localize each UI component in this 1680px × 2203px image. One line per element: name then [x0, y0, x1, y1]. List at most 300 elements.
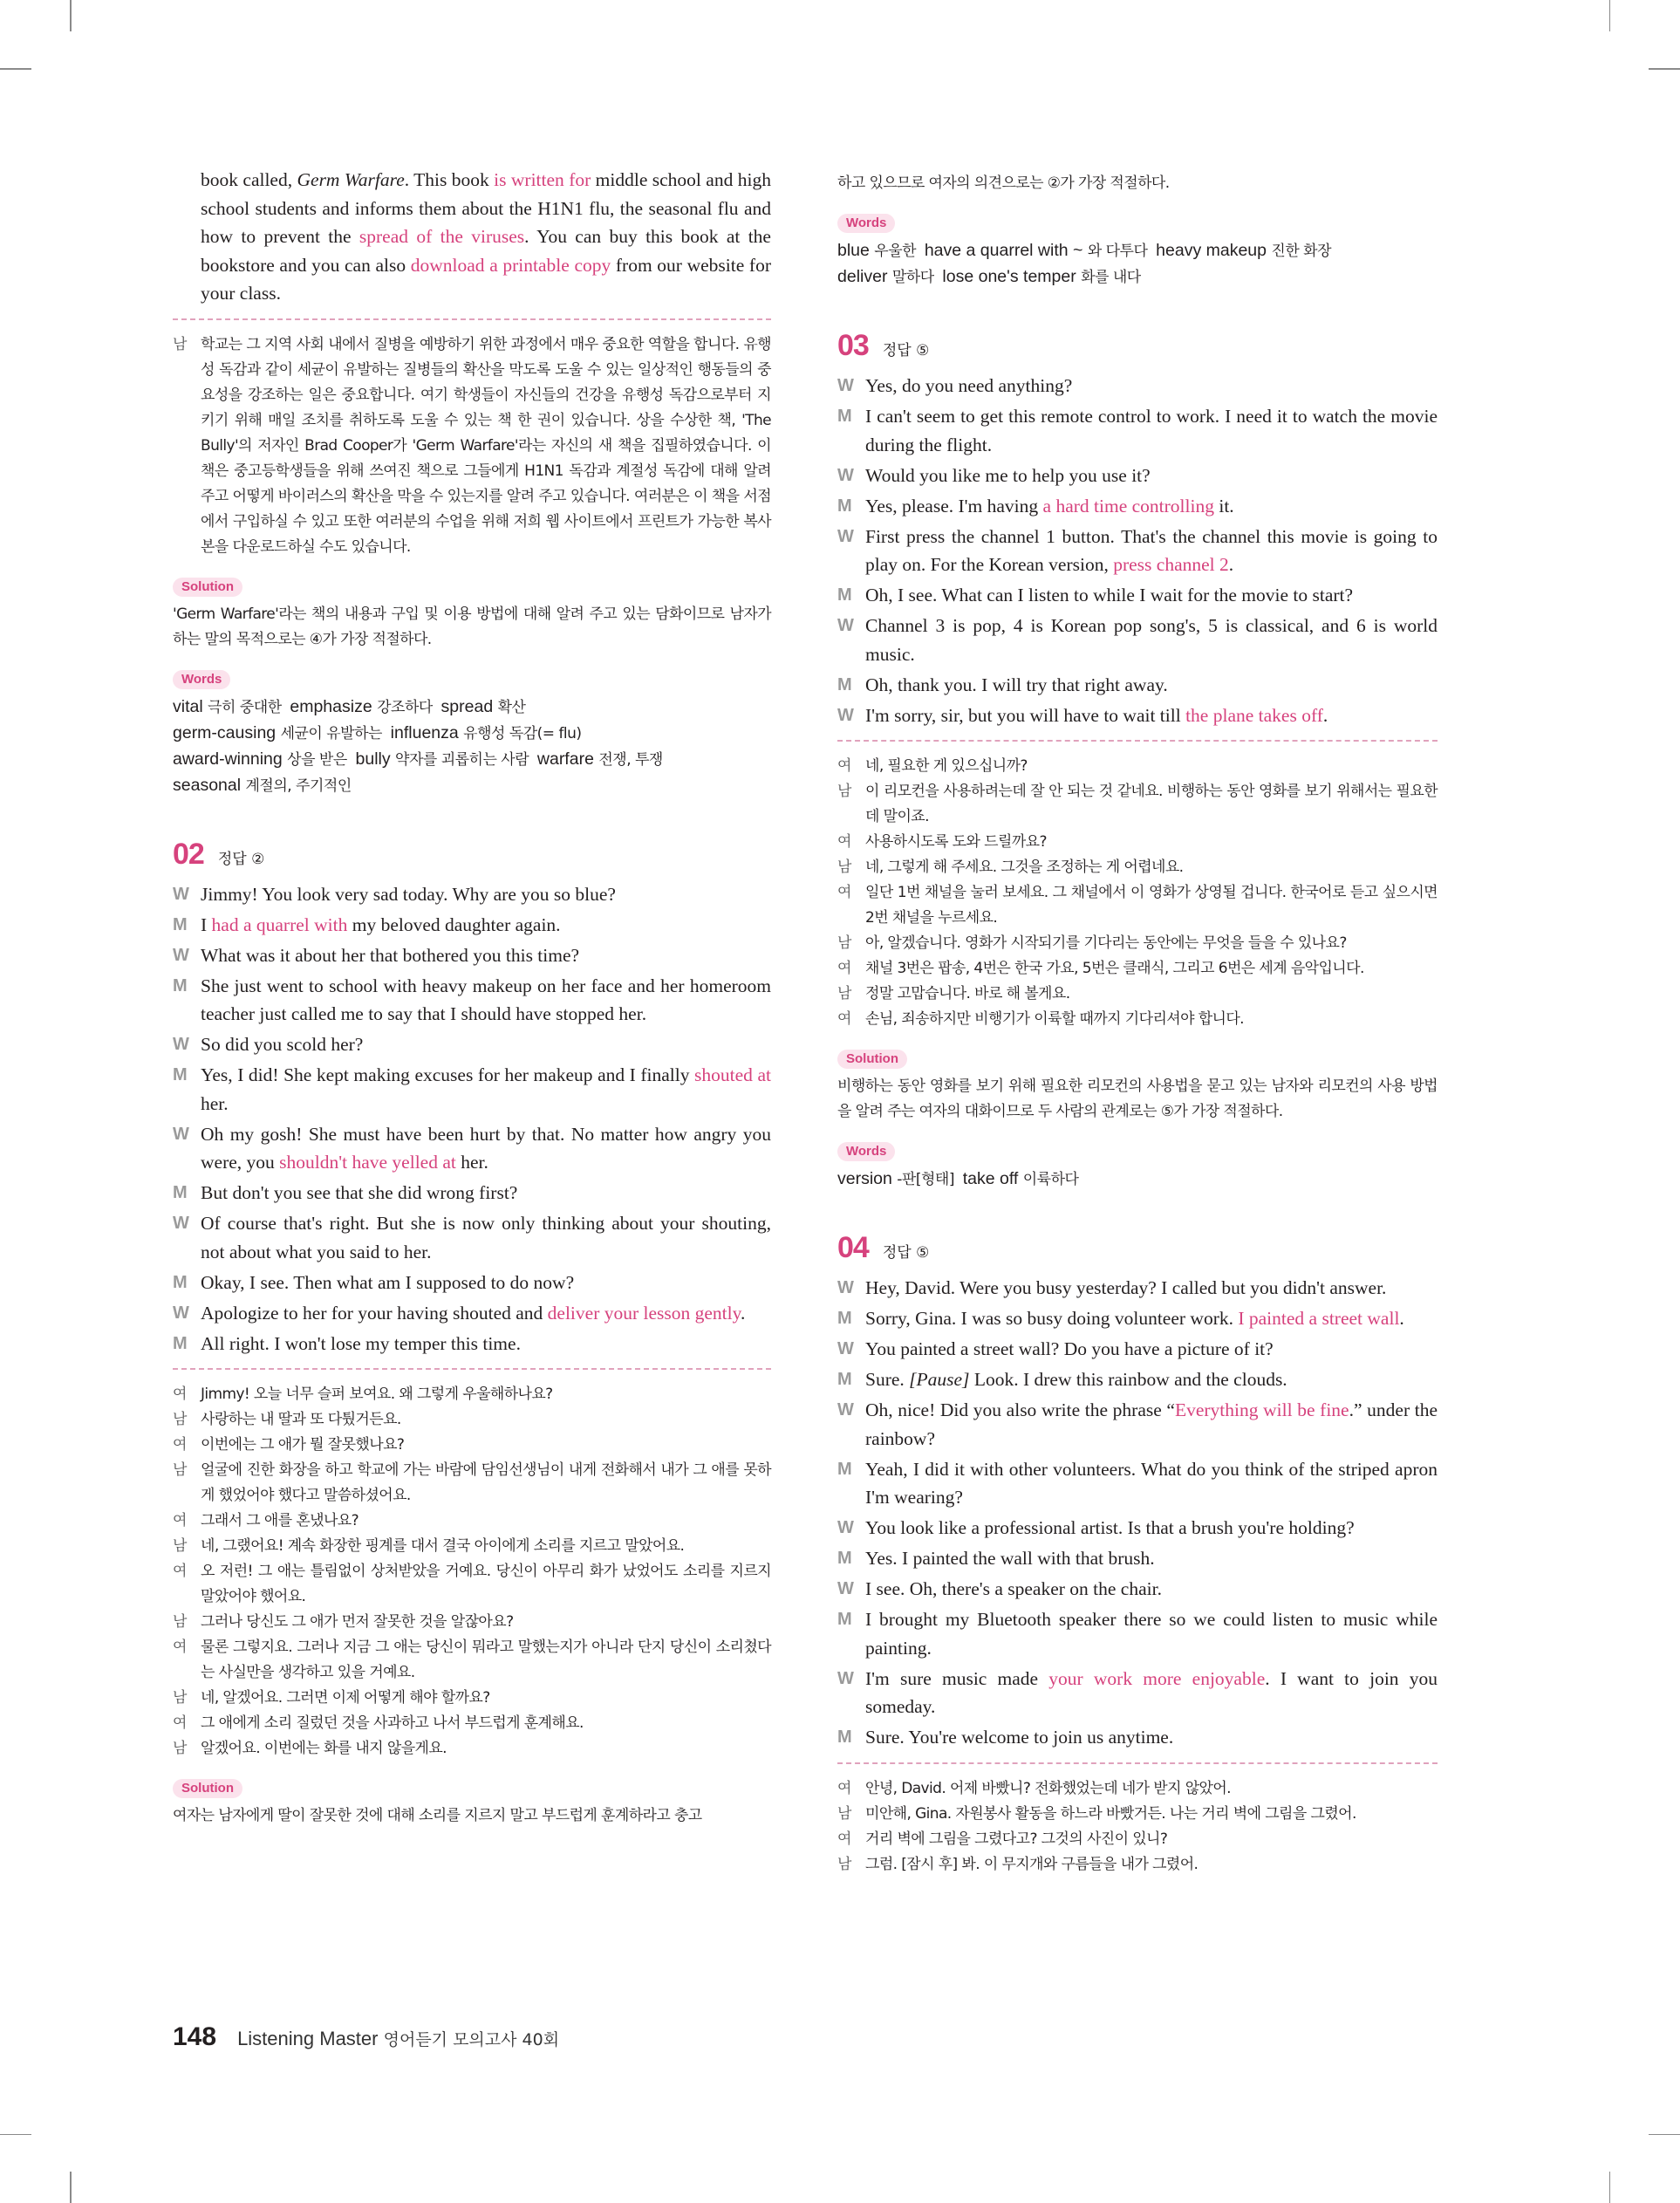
- dialogue-line: [837, 1396, 1438, 1453]
- q1-translation: [173, 332, 771, 560]
- dialogue-text: [201, 1209, 771, 1266]
- divider: [837, 740, 1438, 742]
- speaker-label: W: [837, 376, 854, 395]
- speaker-label: M: [173, 1272, 188, 1292]
- dialogue-text: [865, 492, 1438, 521]
- crop-mark: [70, 0, 72, 31]
- vocab-meaning: 진한 화장: [1271, 243, 1331, 260]
- text-run: book called,: [201, 169, 297, 190]
- dialogue-line: [837, 1605, 1438, 1662]
- dialogue-line: [173, 1120, 771, 1177]
- vocab-meaning: 이륙하다: [1022, 1171, 1079, 1188]
- dialogue-text: [201, 1061, 771, 1118]
- translation-line: [173, 1559, 771, 1610]
- vocab-meaning: 전쟁, 투쟁: [598, 750, 663, 769]
- vocab-meaning: 와 다투다: [1087, 243, 1148, 260]
- dialogue-text: [865, 1396, 1438, 1453]
- dialogue-line: [173, 1299, 771, 1328]
- translation-line: [837, 880, 1438, 931]
- vocab-meaning: 상을 받은: [287, 750, 347, 769]
- translation-line: [837, 1802, 1438, 1827]
- text-run: She just went to school with heavy makeup on her face and her homeroom teacher just called me to say that I should have stopped her.: [201, 975, 771, 1024]
- speaker-label: M: [837, 585, 852, 605]
- q1-words: [173, 694, 771, 799]
- dialogue-text: [201, 880, 771, 909]
- speaker-label: W: [837, 1518, 854, 1537]
- speaker-label: 남: [173, 335, 187, 353]
- speaker-label: W: [173, 1303, 189, 1323]
- translation-text: 네, 알겠어요. 그러면 이제 어떻게 해야 할까요?: [201, 1689, 490, 1707]
- text-run: Jimmy! You look very sad today. Why are you so blue?: [201, 883, 616, 905]
- text-run: Yes, I did! She kept making excuses for her makeup and I finally: [201, 1064, 695, 1085]
- translation-text: 거리 벽에 그림을 그렸다고? 그것의 사진이 있니?: [865, 1830, 1168, 1848]
- speaker-label: M: [173, 914, 188, 934]
- right-column: [837, 171, 1438, 1878]
- q1-script-continuation: [173, 166, 771, 308]
- dialogue-text: [201, 941, 771, 970]
- text-run: it.: [1213, 495, 1234, 517]
- dialogue-line: [173, 1061, 771, 1118]
- highlight-phrase: had a quarrel with: [211, 913, 348, 935]
- vocab-meaning: 극히 중대한: [208, 698, 282, 716]
- text-run: Channel 3 is pop, 4 is Korean pop song's, 5 is classical, and 6 is world music.: [865, 615, 1438, 665]
- text-run: her.: [455, 1152, 488, 1173]
- translation-line: [837, 982, 1438, 1007]
- speaker-label: W: [173, 1035, 189, 1054]
- q4-header: [837, 1231, 1438, 1265]
- text-run: All right. I won't lose my temper this time.: [201, 1332, 521, 1354]
- dialogue-line: [837, 1665, 1438, 1721]
- q4-translation: [837, 1776, 1438, 1878]
- italic-text: Germ Warfare: [297, 169, 405, 190]
- speaker-label: 여: [173, 1385, 187, 1403]
- speaker-label: 남: [173, 1689, 187, 1707]
- translation-line: [173, 1534, 771, 1559]
- text-run: .: [1399, 1308, 1404, 1329]
- highlight-phrase: your work more enjoyable: [1048, 1667, 1266, 1689]
- translation-text: 그래서 그 애를 혼냈나요?: [201, 1512, 359, 1529]
- translation-text: 얼굴에 진한 화장을 하고 학교에 가는 바람에 담임선생님이 내게 전화해서 내가 그 애를 못하게 했었어야 했다고 말씀하셨어요.: [201, 1461, 771, 1504]
- divider: [837, 1762, 1438, 1764]
- page-footer: [173, 2022, 559, 2052]
- vocab-term: take off: [953, 1169, 1023, 1188]
- text-run: Sure.: [865, 1369, 910, 1390]
- translation-text: 정말 고맙습니다. 바로 해 볼게요.: [865, 985, 1070, 1002]
- text-run: Oh, I see. What can I listen to while I wait for the movie to start?: [865, 585, 1354, 605]
- dialogue-text: [201, 1120, 771, 1177]
- dialogue-text: [865, 701, 1438, 730]
- translation-text: 네, 그렇게 해 주세요. 그것을 조정하는 게 어렵네요.: [865, 859, 1184, 876]
- translation-line: [837, 1827, 1438, 1852]
- dialogue-line: [173, 1269, 771, 1297]
- answer-label: 정답 ②: [217, 850, 265, 868]
- q2-solution-continued: 하고 있으므로 여자의 의견으로는 ②가 가장 적절하다.: [837, 174, 1170, 192]
- words-badge: Words: [173, 670, 230, 689]
- vocab-meaning: 확산: [497, 698, 526, 716]
- translation-line: [173, 1407, 771, 1433]
- translation-line: [173, 1736, 771, 1762]
- text-run: But don't you see that she did wrong first?: [201, 1182, 518, 1203]
- dialogue-line: [837, 1575, 1438, 1604]
- vocab-meaning: 유행성 독감(= flu): [463, 724, 582, 742]
- vocab-meaning: 우울한: [874, 243, 917, 260]
- text-run: .” under the rainbow?: [865, 1399, 1438, 1449]
- translation-text: 학교는 그 지역 사회 내에서 질병을 예방하기 위한 과정에서 매우 중요한 역할을 합니다. 유행성 독감과 같이 세균이 유발하는 질병들의 확산을 막도록 도울 수 있는 일상적인 행동들의 중요성을 강조하는 일은 중요합니다. 여기 학생들이 자신들의 건강을 유행성 독감으로부터 지키기 위해 매일 조치를 취하도록 도울 수 있는 책 한 권이 있습니다. 상을 수상한 책, 'The Bully'의 저자인 Brad Cooper가 'Germ Warfare'라는 자신의 새 책을 집필하였습니다. 이 책은 중고등학생들을 위해 쓰여진 책으로 그들에게 H1N1 독감과 계절성 독감에 대해 알려 주고 어떻게 바이러스의 확산을 막을 수 있는지를 알려 주고 있습니다. 여러분은 이 책을 서점에서 구입하실 수 있고 또한 여러분의 수업을 위해 저희 웹 사이트에서 프린트가 가능한 복사본을 다운로드하실 수도 있습니다.: [201, 335, 771, 556]
- translation-line: [837, 1852, 1438, 1878]
- translation-text: 안녕, David. 어제 바빴니? 전화했었는데 네가 받지 않았어.: [865, 1779, 1231, 1797]
- speaker-label: 여: [837, 1830, 851, 1848]
- dialogue-line: [837, 612, 1438, 668]
- text-run: I'm sure music made: [865, 1667, 1049, 1689]
- translation-text: 채널 3번은 팝송, 4번은 한국 가요, 5번은 클래식, 그리고 6번은 세계 음악입니다.: [865, 960, 1364, 977]
- solution-badge: Solution: [173, 1779, 242, 1798]
- speaker-label: M: [173, 1333, 188, 1353]
- vocab-meaning: 말하다: [891, 269, 934, 286]
- vocab-meaning: 세균이 유발하는: [280, 724, 382, 742]
- speaker-label: 남: [173, 1461, 187, 1479]
- vocab-term: version: [837, 1169, 898, 1188]
- text-run: Apologize to her for your having shouted and: [201, 1302, 548, 1324]
- text-run: .: [1228, 554, 1234, 575]
- vocab-term: emphasize: [281, 696, 378, 716]
- speaker-label: 남: [173, 1537, 187, 1555]
- q3-words: [837, 1166, 1438, 1193]
- dialogue-line: [173, 1330, 771, 1358]
- dialogue-text: [865, 1723, 1438, 1752]
- translation-line: [837, 956, 1438, 982]
- speaker-label: M: [837, 1309, 852, 1328]
- speaker-label: 남: [173, 1411, 187, 1428]
- translation-text: Jimmy! 오늘 너무 슬퍼 보여요. 왜 그렇게 우울해하나요?: [201, 1385, 553, 1403]
- translation-text: 사랑하는 내 딸과 또 다퉜거든요.: [201, 1411, 401, 1428]
- highlight-phrase: spread of the viruses: [359, 226, 525, 247]
- dialogue-line: [837, 1274, 1438, 1303]
- text-run: I see. Oh, there's a speaker on the chair.: [865, 1578, 1162, 1599]
- text-run: I brought my Bluetooth speaker there so we could listen to music while painting.: [865, 1609, 1438, 1659]
- speaker-label: W: [837, 526, 854, 546]
- vocab-meaning: 계절의, 주기적인: [245, 777, 352, 795]
- vocab-term: seasonal: [173, 775, 246, 795]
- series-subtitle: 영어듣기 모의고사 40회: [383, 2030, 560, 2049]
- text-run: Of course that's right. But she is now only thinking about your shouting, not about what you said to her.: [201, 1213, 771, 1262]
- text-run: Yes, please. I'm having: [865, 495, 1043, 517]
- translation-line: [837, 1007, 1438, 1032]
- speaker-label: 여: [173, 1714, 187, 1732]
- speaker-label: 남: [837, 1804, 851, 1823]
- speaker-label: W: [837, 1339, 854, 1358]
- highlight-phrase: press channel 2: [1113, 554, 1229, 575]
- vocab-term: spread: [432, 696, 498, 716]
- dialogue-line: [837, 1514, 1438, 1543]
- speaker-label: 여: [837, 1779, 851, 1797]
- speaker-label: W: [173, 884, 189, 904]
- vocab-term: bully: [346, 749, 396, 769]
- translation-line: [173, 1509, 771, 1534]
- vocab-term: warfare: [529, 749, 599, 769]
- speaker-label: 남: [837, 859, 851, 876]
- vocab-term: lose one's temper: [933, 267, 1082, 286]
- crop-mark: [1609, 2172, 1611, 2203]
- speaker-label: W: [173, 1214, 189, 1233]
- text-run: What was it about her that bothered you this time?: [201, 944, 580, 966]
- highlight-phrase: shouldn't have yelled at: [279, 1152, 456, 1173]
- text-run: So did you scold her?: [201, 1034, 364, 1055]
- speaker-label: 남: [837, 1855, 851, 1873]
- dialogue-text: [865, 1304, 1438, 1333]
- text-run: You painted a street wall? Do you have a picture of it?: [865, 1338, 1274, 1359]
- divider: [173, 318, 771, 320]
- highlight-phrase: the plane takes off: [1185, 704, 1323, 726]
- dialogue-text: [865, 1665, 1438, 1721]
- translation-line: [173, 1433, 771, 1458]
- translation-text: 그 애에게 소리 질렀던 것을 사과하고 나서 부드럽게 훈계해요.: [201, 1714, 584, 1732]
- speaker-label: 여: [837, 833, 851, 851]
- speaker-label: M: [837, 1370, 852, 1389]
- text-run: from our website for your class.: [201, 254, 771, 304]
- translation-text: 사용하시도록 도와 드릴까요?: [865, 833, 1047, 851]
- series-title: [237, 2027, 559, 2050]
- dialogue-text: [201, 1299, 771, 1328]
- words-badge: Words: [837, 1142, 895, 1161]
- words-line: [173, 721, 771, 747]
- speaker-label: M: [837, 407, 852, 426]
- speaker-label: M: [173, 1065, 188, 1084]
- q3-solution: 비행하는 동안 영화를 보기 위해 필요한 리모컨의 사용법을 묻고 있는 남자와 리모컨의 사용 방법을 알려 주는 여자의 대화이므로 두 사람의 관계로는 ⑤가 가장 적절하다.: [837, 1078, 1438, 1120]
- speaker-label: 여: [837, 757, 851, 775]
- highlight-phrase: I painted a street wall: [1238, 1308, 1400, 1329]
- words-line: [837, 1166, 1438, 1193]
- translation-text: 네, 그랬어요! 계속 화장한 핑계를 대서 결국 아이에게 소리를 지르고 말았어요.: [201, 1537, 685, 1555]
- dialogue-text: [865, 1544, 1438, 1573]
- translation-line: [173, 1382, 771, 1407]
- vocab-term: blue: [837, 241, 875, 260]
- text-run: middle school and high school students and informs them about the H1N1 flu, the seasonal flu and how to prevent the: [201, 169, 771, 247]
- crop-mark: [0, 68, 31, 70]
- text-run: . I want to join you someday.: [865, 1667, 1438, 1717]
- text-run: Oh, nice! Did you also write the phrase “: [865, 1399, 1175, 1420]
- page-number: 148: [173, 2022, 217, 2051]
- speaker-label: W: [837, 1278, 854, 1297]
- text-run: First press the channel 1 button. That's the channel this movie is going to play on. For the Korean version,: [865, 525, 1438, 575]
- text-run: Sorry, Gina. I was so busy doing volunteer work.: [865, 1308, 1239, 1329]
- translation-line: [173, 332, 771, 560]
- text-run: Look. I drew this rainbow and the clouds.: [969, 1369, 1287, 1390]
- dialogue-text: [865, 1274, 1438, 1303]
- dialogue-line: [837, 523, 1438, 579]
- translation-text: 이번에는 그 애가 뭘 잘못했나요?: [201, 1436, 405, 1454]
- dialogue-line: [837, 1544, 1438, 1573]
- dialogue-line: [837, 581, 1438, 610]
- left-column: [173, 166, 771, 1829]
- q2-solution: 여자는 남자에게 딸이 잘못한 것에 대해 소리를 지르지 말고 부드럽게 훈계하라고 충고: [173, 1807, 702, 1824]
- speaker-label: 여: [173, 1639, 187, 1656]
- vocab-meaning: 강조하다: [377, 698, 433, 716]
- dialogue-text: [201, 1330, 771, 1358]
- speaker-label: 여: [173, 1563, 187, 1580]
- vocab-term: heavy makeup: [1147, 241, 1272, 260]
- answer-label: 정답 ⑤: [882, 342, 930, 359]
- speaker-label: 남: [173, 1740, 187, 1757]
- q3-header: [837, 329, 1438, 363]
- words-badge: Words: [837, 214, 895, 233]
- speaker-label: 남: [837, 934, 851, 952]
- speaker-label: 여: [837, 884, 851, 901]
- vocab-term: vital: [173, 696, 208, 716]
- question-number: 03: [837, 329, 869, 362]
- italic-text: [Pause]: [909, 1369, 970, 1390]
- speaker-label: M: [173, 975, 188, 995]
- text-run: Sure. You're welcome to join us anytime.: [865, 1727, 1174, 1748]
- dialogue-text: [865, 1335, 1438, 1364]
- speaker-label: W: [837, 1668, 854, 1688]
- text-run: Oh, thank you. I will try that right away.: [865, 674, 1168, 695]
- text-run: . This book: [404, 169, 495, 190]
- speaker-label: W: [173, 1124, 189, 1144]
- translation-text: 아, 알겠습니다. 영화가 시작되기를 기다리는 동안에는 무엇을 들을 수 있나요?: [865, 934, 1347, 952]
- series-name: Listening Master: [237, 2028, 379, 2049]
- speaker-label: 여: [173, 1436, 187, 1454]
- speaker-label: 남: [173, 1613, 187, 1631]
- dialogue-line: [173, 972, 771, 1029]
- vocab-meaning: 약자를 괴롭히는 사람: [395, 750, 529, 769]
- dialogue-text: [865, 671, 1438, 700]
- divider: [173, 1368, 771, 1370]
- text-run: Yes. I painted the wall with that brush.: [865, 1548, 1155, 1569]
- highlight-phrase: a hard time controlling: [1042, 495, 1214, 517]
- dialogue-line: [173, 941, 771, 970]
- translation-text: 네, 필요한 게 있으십니까?: [865, 757, 1028, 775]
- crop-mark: [0, 2134, 31, 2136]
- translation-line: [837, 1776, 1438, 1802]
- translation-text: 물론 그렇지요. 그러나 지금 그 애는 당신이 뭐라고 말했는지가 아니라 단지 당신이 소리쳤다는 사실만을 생각하고 있을 거예요.: [201, 1639, 771, 1681]
- text-run: her.: [201, 1092, 229, 1114]
- speaker-label: W: [837, 705, 854, 725]
- dialogue-text: [201, 1269, 771, 1297]
- translation-text: 손님, 죄송하지만 비행기가 이륙할 때까지 기다리셔야 합니다.: [865, 1010, 1244, 1028]
- text-run: Hey, David. Were you busy yesterday? I called but you didn't answer.: [865, 1277, 1387, 1298]
- text-run: You look like a professional artist. Is that a brush you're holding?: [865, 1517, 1355, 1538]
- vocab-term: germ-causing: [173, 722, 281, 742]
- speaker-label: W: [837, 1579, 854, 1598]
- translation-text: 그럼. [잠시 후] 봐. 이 무지개와 구름들을 내가 그렸어.: [865, 1855, 1199, 1873]
- translation-line: [837, 779, 1438, 830]
- q2-header: [173, 838, 771, 872]
- dialogue-line: [173, 880, 771, 909]
- q2-dialogue: [173, 880, 771, 1358]
- words-line: [173, 694, 771, 721]
- translation-text: 미안해, Gina. 자원봉사 활동을 하느라 바빴거든. 나는 거리 벽에 그림을 그렸어.: [865, 1804, 1356, 1823]
- crop-mark: [1649, 68, 1680, 70]
- translation-text: 그러나 당신도 그 애가 먼저 잘못한 것을 알잖아요?: [201, 1613, 514, 1631]
- speaker-label: 여: [837, 960, 851, 977]
- dialogue-line: [837, 492, 1438, 521]
- dialogue-text: [865, 372, 1438, 400]
- translation-line: [837, 855, 1438, 880]
- q1-solution: 'Germ Warfare'라는 책의 내용과 구입 및 이용 방법에 대해 알려 주고 있는 담화이므로 남자가 하는 말의 목적으로는 ④가 가장 적절하다.: [173, 605, 771, 648]
- speaker-label: W: [837, 616, 854, 635]
- text-run: Yeah, I did it with other volunteers. What do you think of the striped apron I'm wearing?: [865, 1458, 1438, 1508]
- speaker-label: 남: [837, 783, 851, 800]
- speaker-label: M: [837, 1728, 852, 1747]
- speaker-label: M: [837, 674, 852, 694]
- q3-dialogue: [837, 372, 1438, 729]
- dialogue-line: [173, 911, 771, 940]
- translation-line: [173, 1635, 771, 1686]
- speaker-label: W: [173, 945, 189, 965]
- dialogue-line: [173, 1030, 771, 1059]
- q2-words: [837, 238, 1438, 291]
- highlight-phrase: shouted at: [694, 1064, 771, 1085]
- translation-line: [837, 830, 1438, 855]
- answer-label: 정답 ⑤: [882, 1244, 930, 1262]
- dialogue-text: [201, 1030, 771, 1059]
- dialogue-line: [837, 372, 1438, 400]
- question-number: 04: [837, 1231, 869, 1264]
- highlight-phrase: download a printable copy: [410, 254, 611, 276]
- words-line: [837, 238, 1438, 264]
- text-run: Okay, I see. Then what am I supposed to do now?: [201, 1271, 575, 1293]
- translation-text: 이 리모컨을 사용하려는데 잘 안 되는 것 같네요. 비행하는 동안 영화를 보기 위해서는 필요한데 말이죠.: [865, 783, 1438, 825]
- dialogue-text: [865, 1365, 1438, 1394]
- text-run: . You can buy this book at the bookstore and you can also: [201, 226, 771, 276]
- text-run: Oh my gosh! She must have been hurt by that. No matter how angry you were, you: [201, 1123, 771, 1173]
- words-line: [173, 747, 771, 773]
- dialogue-line: [837, 402, 1438, 459]
- speaker-label: W: [837, 465, 854, 485]
- dialogue-line: [173, 1179, 771, 1208]
- dialogue-text: [865, 581, 1438, 610]
- speaker-label: 여: [837, 1010, 851, 1028]
- crop-mark: [70, 2172, 72, 2203]
- highlight-phrase: is written for: [494, 169, 591, 190]
- highlight-phrase: Everything will be fine: [1174, 1399, 1349, 1420]
- solution-badge: Solution: [837, 1050, 907, 1069]
- dialogue-text: [201, 1179, 771, 1208]
- translation-text: 일단 1번 채널을 눌러 보세요. 그 채널에서 이 영화가 상영될 겁니다. 한국어로 듣고 싶으시면 2번 채널을 누르세요.: [865, 884, 1438, 927]
- dialogue-line: [837, 671, 1438, 700]
- dialogue-text: [865, 1575, 1438, 1604]
- text-run: .: [1322, 704, 1328, 726]
- q3-translation: [837, 754, 1438, 1032]
- dialogue-text: [865, 1514, 1438, 1543]
- crop-mark: [1609, 0, 1611, 31]
- q4-dialogue: [837, 1274, 1438, 1752]
- text-run: Yes, do you need anything?: [865, 375, 1073, 396]
- dialogue-text: [865, 1455, 1438, 1512]
- vocab-term: deliver: [837, 267, 892, 286]
- question-number: 02: [173, 837, 204, 871]
- vocab-term: have a quarrel with ~: [916, 241, 1088, 260]
- dialogue-text: [865, 462, 1438, 490]
- translation-line: [837, 931, 1438, 956]
- words-line: [173, 773, 771, 799]
- vocab-term: award-winning: [173, 749, 288, 769]
- speaker-label: 여: [173, 1512, 187, 1529]
- crop-mark: [1649, 2134, 1680, 2136]
- text-run: .: [740, 1302, 746, 1324]
- dialogue-line: [837, 1723, 1438, 1752]
- dialogue-line: [837, 1335, 1438, 1364]
- vocab-term: influenza: [381, 722, 464, 742]
- dialogue-text: [865, 402, 1438, 459]
- dialogue-text: [865, 523, 1438, 579]
- dialogue-text: [201, 911, 771, 940]
- dialogue-text: [201, 972, 771, 1029]
- dialogue-line: [837, 462, 1438, 490]
- speaker-label: M: [837, 1610, 852, 1629]
- speaker-label: 남: [837, 985, 851, 1002]
- vocab-meaning: 화를 내다: [1081, 269, 1141, 286]
